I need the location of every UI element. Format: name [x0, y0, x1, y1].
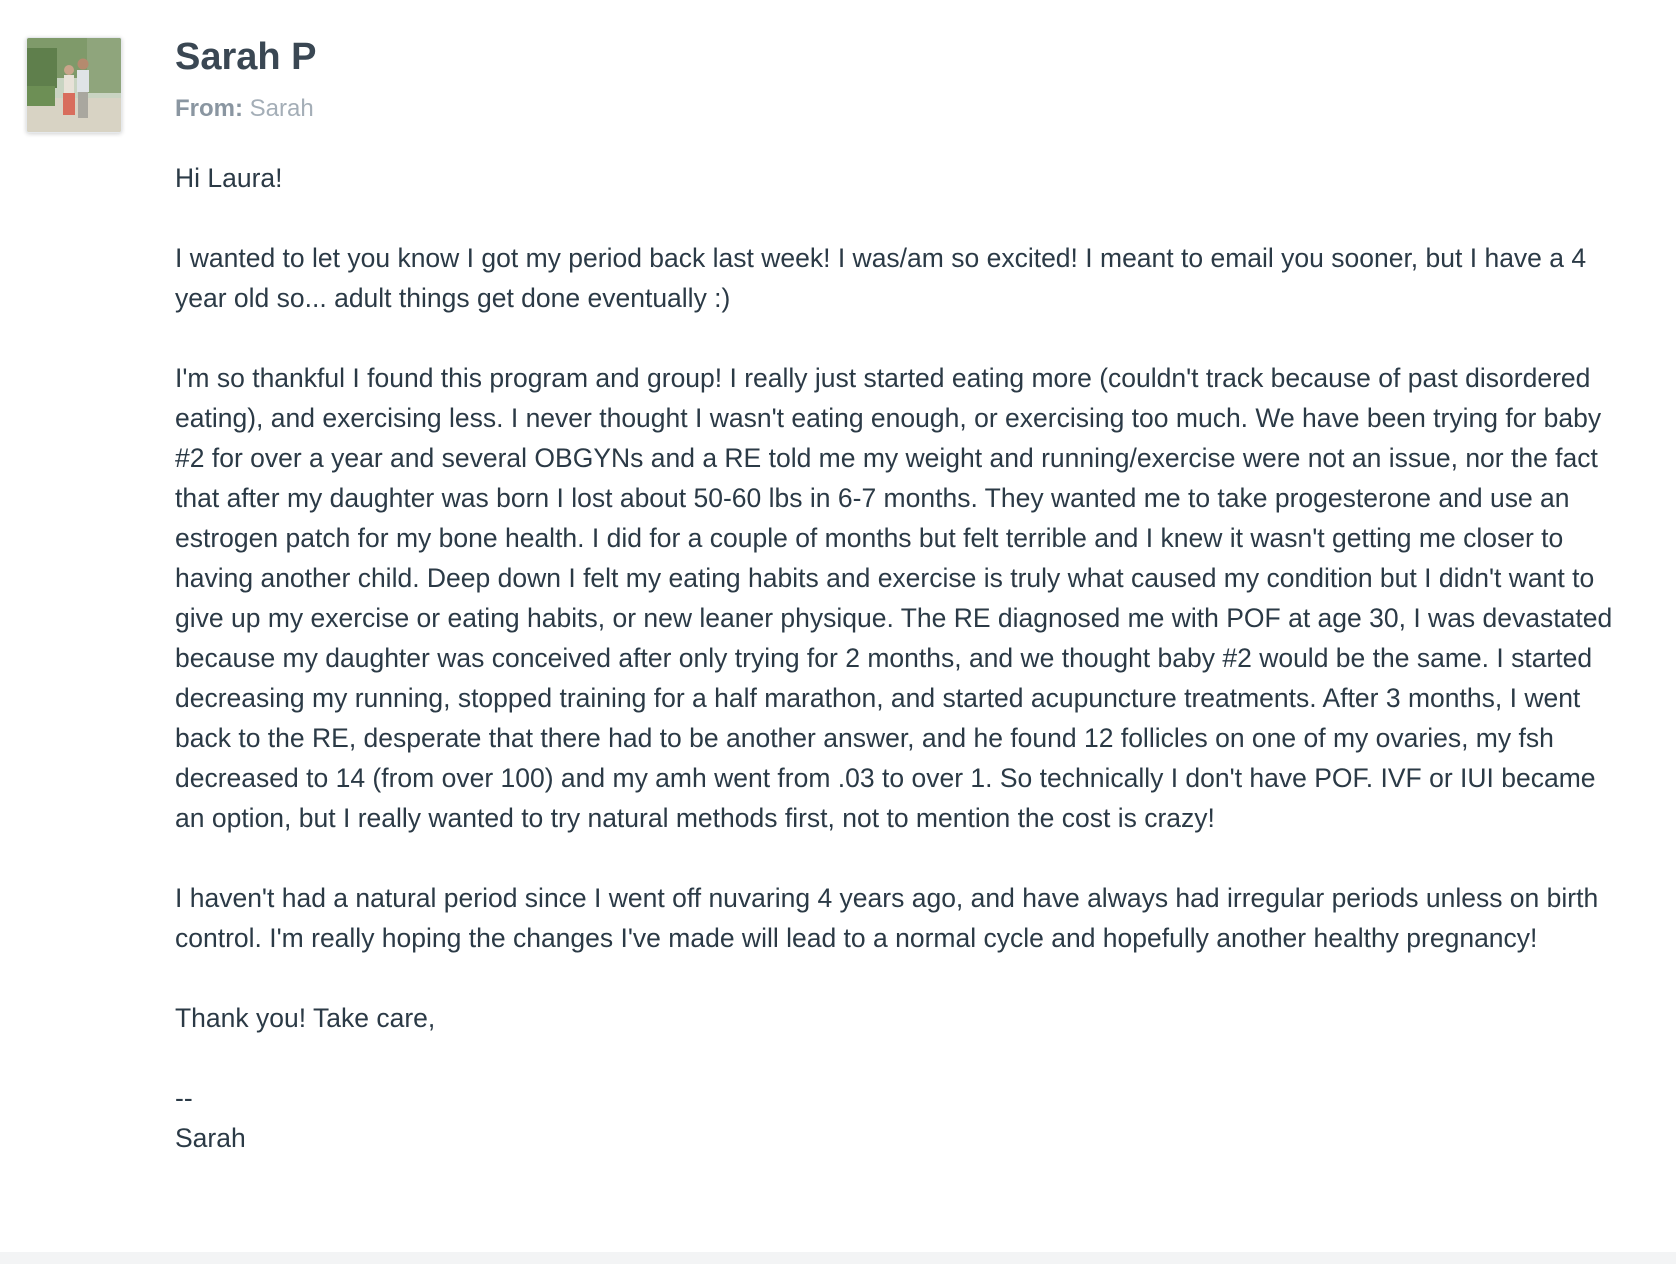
from-line [175, 95, 314, 123]
signature-name: Sarah [175, 1123, 246, 1153]
greeting: Hi Laura! [175, 163, 283, 193]
person-photo-icon [27, 38, 121, 132]
from-label: From: [175, 95, 243, 122]
sender-name: Sarah P [175, 36, 317, 78]
message-body [175, 158, 1625, 1158]
from-value[interactable]: Sarah [249, 95, 314, 122]
message-paragraph: I'm so thankful I found this program and group! I really just started eating more (couldn't track because of past disordered eating), and exercising less. I never thought I wasn't eating enough, or exercising too much. We have been trying for baby #2 for over a year and several OBGYNs and a RE told me my weight and running/exercise were not an issue, nor the fact that after my daughter was born I lost about 50-60 lbs in 6-7 months. They wanted me to take progesterone and use an estrogen patch for my bone health. I did for a couple of months but felt terrible and I knew it wasn't getting me closer to having another child. Deep down I felt my eating habits and exercise is truly what caused my condition but I didn't want to give up my exercise or eating habits, or new leaner physique. The RE diagnosed me with POF at age 30, I was devastated because my daughter was conceived after only trying for 2 months, and we thought baby #2 would be the same. I started decreasing my running, stopped training for a half marathon, and started acupuncture treatments. After 3 months, I went back to the RE, desperate that there had to be another answer, and he found 12 follicles on one of my ovaries, my fsh decreased to 14 (from over 100) and my amh went from .03 to over 1. So technically I don't have POF. IVF or IUI became an option, but I really wanted to try natural methods first, not to mention the cost is crazy! [175, 363, 1613, 833]
signature-separator: -- [175, 1083, 193, 1113]
avatar[interactable] [26, 37, 122, 133]
closing: Thank you! Take care, [175, 1003, 436, 1033]
message-paragraph: I wanted to let you know I got my period back last week! I was/am so excited! I meant to email you sooner, but I have a 4 year old so... adult things get done eventually :) [175, 243, 1587, 313]
message-paragraph: I haven't had a natural period since I went off nuvaring 4 years ago, and have always had irregular periods unless on birth control. I'm really hoping the changes I've made will lead to a normal cycle and hopefully another healthy pregnancy! [175, 883, 1599, 953]
bottom-divider [0, 1252, 1676, 1264]
